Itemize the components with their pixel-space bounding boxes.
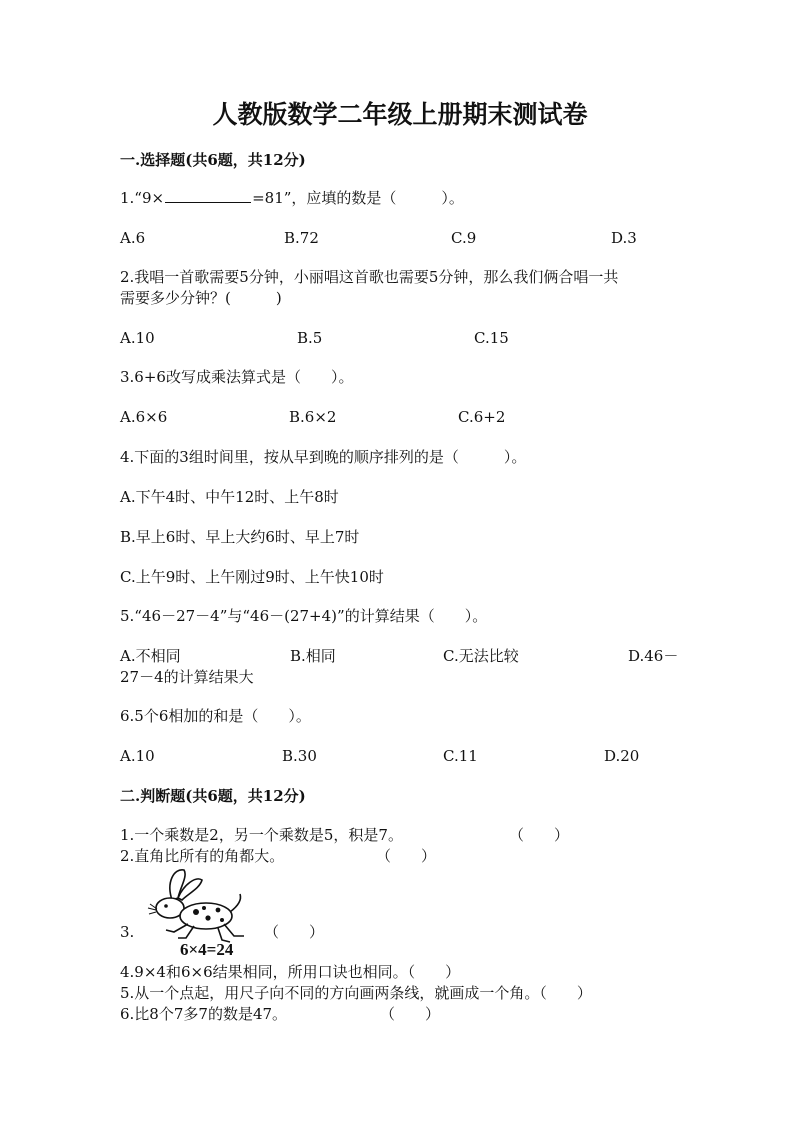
judge-3-number: 3. [120, 923, 135, 941]
judge-6: 6.比8个7多7的数是47。 [120, 1005, 288, 1023]
illustration-caption: 6×4=24 [180, 940, 234, 959]
option-a: A.不相同 [120, 647, 181, 665]
answer-blank [165, 188, 251, 203]
option-d-continued: 27－4的计算结果大 [120, 668, 254, 686]
question-1 [120, 188, 464, 208]
rabbit-running-icon [144, 866, 250, 946]
option-d: D.3 [611, 229, 637, 247]
page-title: 人教版数学二年级上册期末测试卷 [212, 100, 588, 129]
rabbit-illustration [144, 866, 250, 962]
option-a: A.10 [120, 747, 155, 765]
option-b: B.5 [297, 329, 323, 347]
question-2-line-2: 需要多少分钟？( ) [120, 289, 282, 307]
option-c: C.上午9时、上午刚过9时、上午快10时 [120, 568, 384, 586]
question-4: 4.下面的3组时间里，按从早到晚的顺序排列的是（ ）。 [120, 448, 527, 466]
option-d: D.20 [604, 747, 640, 765]
option-a: A.10 [120, 329, 155, 347]
section-heading-judge: 二.判断题(共6题，共12分) [120, 787, 306, 805]
answer-paren: （ ） [264, 923, 325, 941]
option-c: C.11 [443, 747, 478, 765]
option-c: C.无法比较 [443, 647, 519, 665]
question-2-line-1: 2.我唱一首歌需要5分钟，小丽唱这首歌也需要5分钟，那么我们俩合唱一共 [120, 268, 619, 286]
judge-5: 5.从一个点起，用尺子向不同的方向画两条线，就画成一个角。（ ） [120, 984, 592, 1002]
question-5: 5.“46－27－4”与“46－(27+4)”的计算结果（ ）。 [120, 607, 488, 625]
answer-paren: （ ） [376, 847, 437, 865]
option-a: A.6×6 [120, 408, 168, 426]
option-c: C.9 [451, 229, 477, 247]
option-a: A.6 [120, 229, 146, 247]
option-c: C.15 [474, 329, 509, 347]
option-b: B.早上6时、早上大约6时、早上7时 [120, 528, 360, 546]
section-heading-choice: 一.选择题(共6题，共12分) [120, 151, 306, 169]
judge-2: 2.直角比所有的角都大。 [120, 847, 285, 865]
question-1-pre: 1.“9× [120, 189, 165, 207]
option-b: B.6×2 [289, 408, 337, 426]
option-b: B.72 [284, 229, 319, 247]
judge-1: 1.一个乘数是2，另一个乘数是5，积是7。 [120, 826, 403, 844]
option-d: D.46－ [628, 647, 679, 665]
judge-4: 4.9×4和6×6结果相同，所用口诀也相同。（ ） [120, 963, 461, 981]
answer-paren: （ ） [380, 1005, 441, 1023]
question-1-post: =81”，应填的数是（ ）。 [252, 189, 464, 207]
question-3: 3.6+6改写成乘法算式是（ ）。 [120, 368, 354, 386]
option-c: C.6+2 [458, 408, 506, 426]
option-b: B.相同 [290, 647, 336, 665]
answer-paren: （ ） [509, 826, 570, 844]
question-6: 6.5个6相加的和是（ ）。 [120, 707, 311, 725]
option-b: B.30 [282, 747, 317, 765]
option-a: A.下午4时、中午12时、上午8时 [120, 488, 339, 506]
